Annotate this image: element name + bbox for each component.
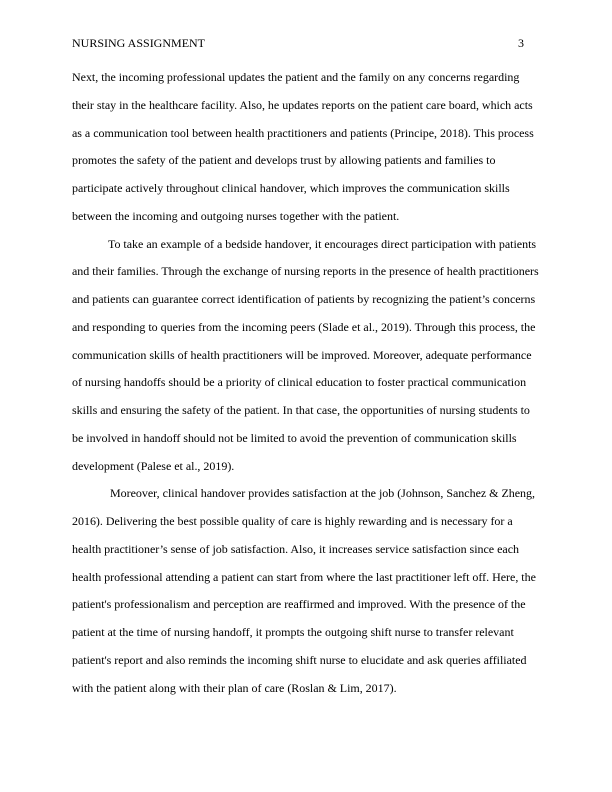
running-header — [72, 35, 524, 51]
running-head-title: NURSING ASSIGNMENT — [72, 36, 206, 50]
body-text — [72, 64, 542, 702]
paragraph-3: Moreover, clinical handover provides satisfaction at the job (Johnson, Sanchez & Zheng, 2016). Delivering the best possible quality of care is highly rewarding and is necessary for a health practitioner’s sense of job satisfaction. Also, it increases service satisfaction since each health professional attending a patient can start from where the last practitioner left off. Here, the patient's professionalism and perception are reaffirmed and improved. With the presence of the patient at the time of nursing handoff, it prompts the outgoing shift nurse to transfer relevant patient's report and also reminds the incoming shift nurse to elucidate and ask queries affiliated with the patient along with their plan of care (Roslan & Lim, 2017). — [72, 486, 536, 695]
paragraph-2: To take an example of a bedside handover, it encourages direct participation with patients and their families. Through the exchange of nursing reports in the presence of health practitioners and patients can guarantee correct identification of patients by recognizing the patient’s concerns and responding to queries from the incoming peers (Slade et al., 2019). Through this process, the communication skills of health practitioners will be improved. Moreover, adequate performance of nursing handoffs should be a priority of clinical education to foster practical communication skills and ensuring the safety of the patient. In that case, the opportunities of nursing students to be involved in handoff should not be limited to avoid the prevention of communication skills development (Palese et al., 2019). — [72, 236, 539, 473]
paragraph-1: Next, the incoming professional updates the patient and the family on any concerns regarding their stay in the healthcare facility. Also, he updates reports on the patient care board, which acts as a communication tool between health practitioners and patients (Principe, 2018). This process promotes the safety of the patient and develops trust by allowing patients and families to participate actively throughout clinical handover, which improves the communication skills between the incoming and outgoing nurses together with the patient. — [72, 70, 534, 223]
page-number: 3 — [518, 36, 524, 50]
